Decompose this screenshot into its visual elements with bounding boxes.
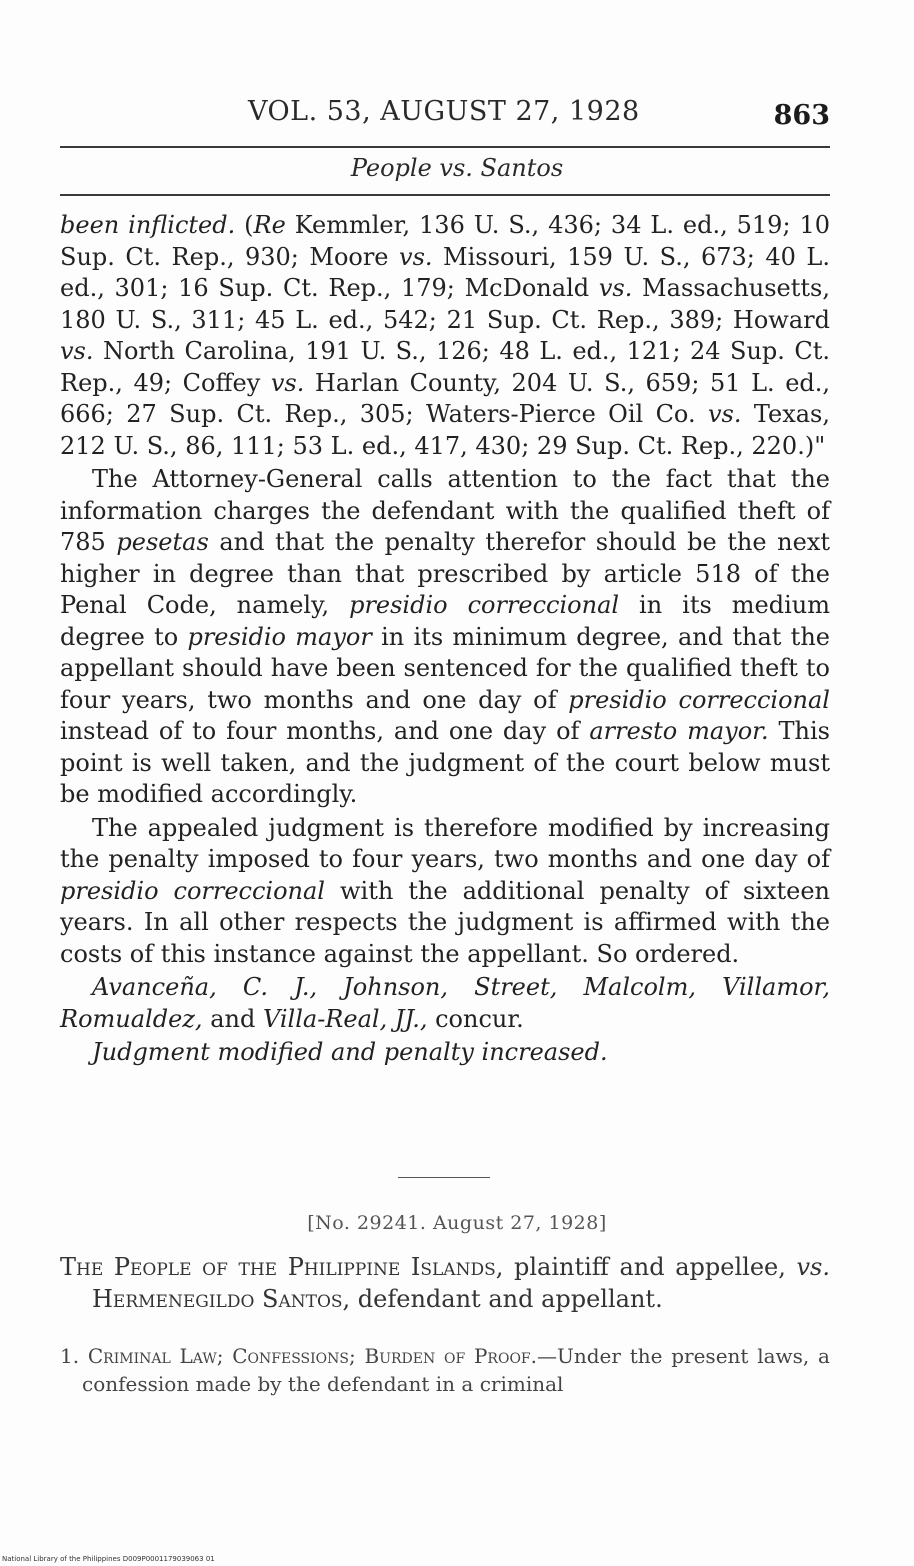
text-smallcaps: Hermenegildo Santos, bbox=[92, 1284, 351, 1313]
text-italic: arresto mayor. bbox=[589, 717, 769, 745]
text-span: The appealed judgment is therefore modified by increasing the penalty imposed to four years, two months and one day of bbox=[60, 813, 830, 873]
text-italic: Re bbox=[253, 211, 286, 239]
syllabus-item bbox=[60, 1342, 830, 1398]
text-italic: vs. bbox=[707, 400, 742, 428]
syllabus-number: 1. bbox=[60, 1344, 88, 1368]
text-span: North Carolina, 191 U. S., 126; 48 L. ed., 121; 24 Sup. Ct. Rep., 49; Coffey bbox=[60, 337, 830, 397]
text-italic: vs. bbox=[399, 242, 433, 271]
header-rule-top bbox=[60, 146, 830, 148]
text-italic: pesetas bbox=[116, 528, 209, 556]
case-number: [No. 29241. August 27, 1928] bbox=[307, 1212, 607, 1234]
case-caption bbox=[60, 1252, 830, 1315]
text-smallcaps: The People of the Philippine Islands, bbox=[60, 1253, 504, 1281]
text-span: instead of to four months, and one day of bbox=[60, 717, 590, 745]
text-span: Texas, 212 U. S., 86, 111; 53 L. ed., 417, 430; 29 Sup. Ct. Rep., 220.)" bbox=[60, 400, 830, 460]
case-parties bbox=[60, 1252, 830, 1315]
syllabus-text: —Under the present laws, a confession made by the defendant in a criminal bbox=[82, 1344, 830, 1396]
text-span: plaintiff and appellee, bbox=[503, 1253, 797, 1281]
syllabus-heading: Criminal Law; Confessions; Burden of Proof. bbox=[87, 1344, 537, 1368]
syllabus bbox=[60, 1342, 830, 1398]
text-italic: Avanceña, C. J., Johnson, Street, Malcolm, Villamor, Romualdez, bbox=[60, 973, 830, 1033]
text-span: Missouri, 159 U. S., 673; 40 L. ed., 301; 16 Sup. Ct. Rep., 179; McDonald bbox=[60, 242, 830, 302]
text-span: in its medium degree to bbox=[60, 591, 831, 651]
paragraph-attorney-general bbox=[60, 464, 830, 811]
text-italic: presidio correccional bbox=[568, 685, 830, 714]
text-span: defendant and appellant. bbox=[350, 1284, 663, 1313]
paragraph-citations bbox=[60, 210, 830, 462]
paragraph-disposition bbox=[60, 1037, 830, 1069]
text-span: Kemmler, 136 U. S., 436; 34 L. ed., 519; 10 Sup. Ct. Rep., 930; Moore bbox=[60, 211, 830, 271]
text-span: and bbox=[202, 1004, 263, 1033]
text-italic: presidio correccional bbox=[349, 591, 620, 619]
section-separator bbox=[398, 1177, 490, 1178]
text-span: Harlan County, 204 U. S., 659; 51 L. ed., 666; 27 Sup. Ct. Rep., 305; Waters-Pierce Oil Co. bbox=[60, 368, 831, 428]
text-span: concur. bbox=[427, 1004, 524, 1033]
volume-title: VOL. 53, AUGUST 27, 1928 bbox=[248, 96, 640, 127]
text-italic: Judgment modified and penalty increased. bbox=[92, 1038, 608, 1066]
page-header bbox=[60, 96, 836, 136]
text-span: ( bbox=[235, 211, 254, 239]
text-italic: vs. bbox=[796, 1253, 831, 1281]
header-rule-bottom bbox=[60, 194, 830, 196]
text-span: This point is well taken, and the judgment of the court below must be modified accordingly. bbox=[60, 717, 830, 808]
paragraph-concurring-justices bbox=[60, 972, 830, 1035]
paragraph-judgment bbox=[60, 813, 830, 971]
footer-note: National Library of the Philippines D009P0001179039063 01 bbox=[2, 1555, 215, 1563]
body-text bbox=[60, 210, 830, 1069]
text-italic: vs. bbox=[60, 337, 94, 365]
text-span: Massachusetts, 180 U. S., 311; 45 L. ed., 542; 21 Sup. Ct. Rep., 389; Howard bbox=[60, 274, 830, 334]
text-italic: Villa-Real, JJ., bbox=[262, 1004, 428, 1033]
text-span: in its minimum degree, and that the appellant should have been sentenced for the qualified theft to four years, two months and one day of bbox=[60, 622, 830, 714]
page-number: 863 bbox=[773, 100, 830, 131]
text-italic: vs. bbox=[598, 274, 633, 302]
text-span: The Attorney-General calls attention to the fact that the information charges the defendant with the qualified theft of 785 bbox=[60, 465, 830, 556]
text-italic: presidio mayor bbox=[187, 622, 372, 651]
text-italic: been inflicted. bbox=[60, 211, 236, 239]
text-italic: presidio correccional bbox=[60, 876, 325, 905]
text-italic: vs. bbox=[270, 368, 305, 397]
text-span: and that the penalty therefor should be the next higher in degree than that prescribed by article 518 of the Penal Code, namely, bbox=[60, 528, 831, 619]
text-span: with the additional penalty of sixteen years. In all other respects the judgment is affirmed with the costs of this instance against the appellant. So ordered. bbox=[60, 876, 831, 968]
running-head: People vs. Santos bbox=[350, 154, 564, 182]
